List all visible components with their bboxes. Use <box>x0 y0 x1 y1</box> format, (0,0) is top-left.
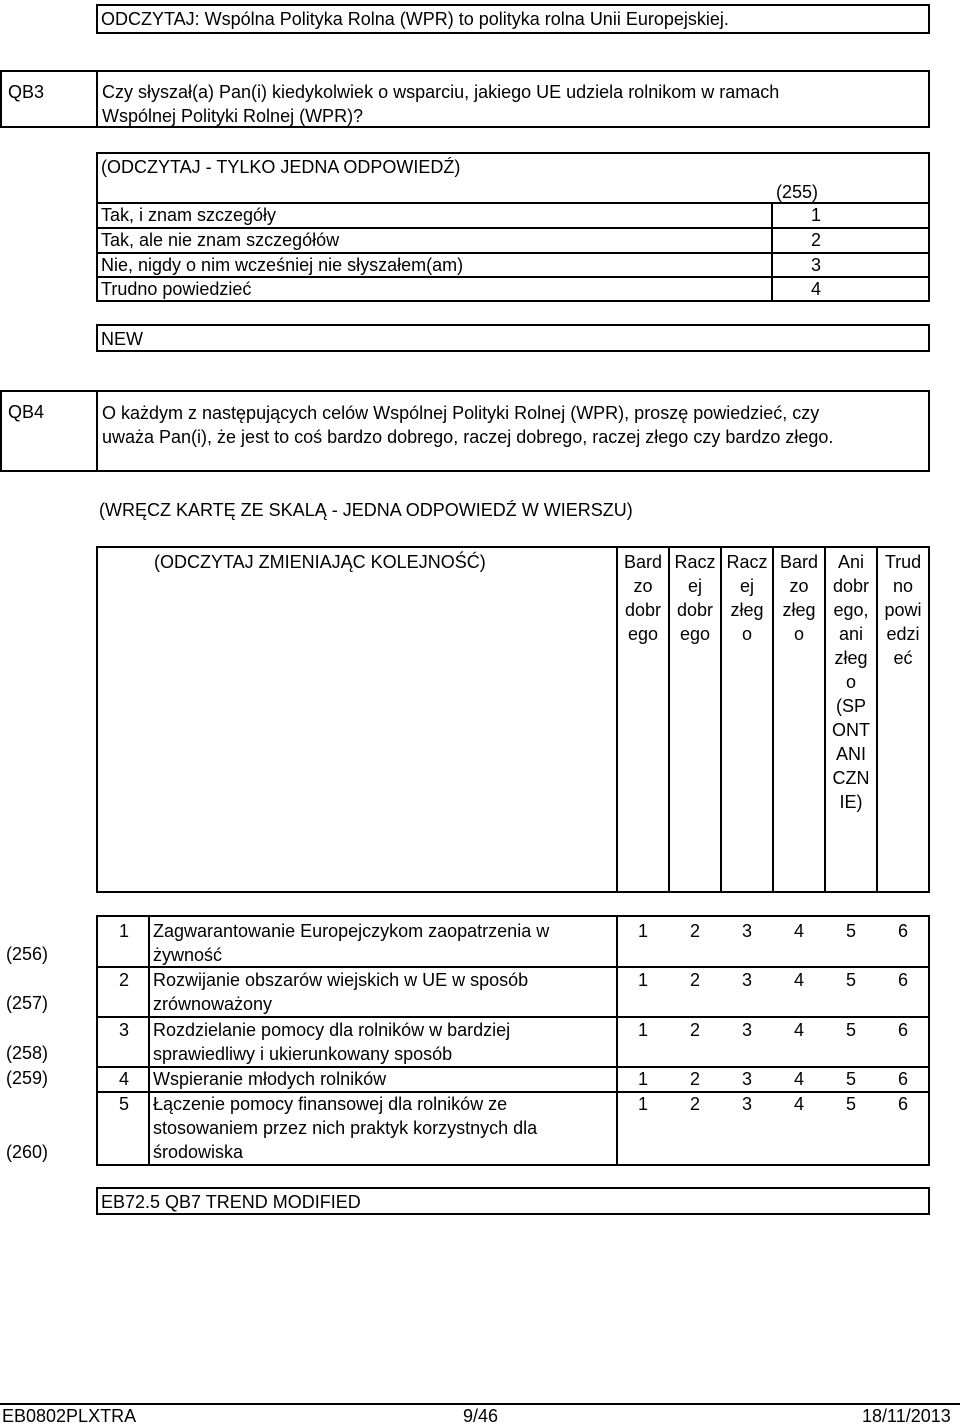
scale-option[interactable]: 2 <box>689 1020 700 1040</box>
qb3-code: QB3 <box>8 82 45 102</box>
scale-option[interactable]: 4 <box>793 1020 804 1040</box>
scale-option[interactable]: 4 <box>793 1069 804 1089</box>
item-label-line1: Rozwijanie obszarów wiejskich w UE w sposób <box>153 970 529 990</box>
item-num-col-line <box>148 917 150 1164</box>
footer-doc-id: EB0802PLXTRA <box>2 1406 137 1426</box>
scale-option[interactable]: 5 <box>845 970 856 990</box>
item-label-line2: zrównoważony <box>153 994 273 1014</box>
item-number: 2 <box>118 970 129 990</box>
scale-option[interactable]: 6 <box>897 921 908 941</box>
scale-option[interactable]: 4 <box>793 970 804 990</box>
item-code: (257) <box>6 993 49 1013</box>
qb4-question-line1: O każdym z następujących celów Wspólnej Polityki Rolnej (WPR), proszę powiedzieć, czy <box>102 403 820 423</box>
qb3-question-line2: Wspólnej Polityki Rolnej (WPR)? <box>102 106 364 126</box>
new-box <box>96 324 930 352</box>
scale-option[interactable]: 4 <box>793 1094 804 1114</box>
scale-option[interactable]: 6 <box>897 970 908 990</box>
read-out-note: ODCZYTAJ: Wspólna Polityka Rolna (WPR) to polityka rolna Unii Europejskiej. <box>101 9 729 29</box>
item-code: (258) <box>6 1043 49 1063</box>
item-label-line2: sprawiedliwy i ukierunkowany sposób <box>153 1044 453 1064</box>
scale-option[interactable]: 2 <box>689 1069 700 1089</box>
scale-option[interactable]: 1 <box>637 1094 648 1114</box>
item-code: (259) <box>6 1068 49 1088</box>
scale-header-very-bad: Bard zo złeg o <box>779 552 819 644</box>
qb4-box <box>0 390 930 472</box>
scale-option[interactable]: 2 <box>689 970 700 990</box>
scale-option[interactable]: 5 <box>845 921 856 941</box>
qb3-column-code: (255) <box>776 182 819 202</box>
scale-option[interactable]: 1 <box>637 1020 648 1040</box>
trend-note-box <box>96 1187 930 1215</box>
grid-instruction: (ODCZYTAJ ZMIENIAJĄC KOLEJNOŚĆ) <box>154 552 486 572</box>
item-number: 4 <box>118 1069 129 1089</box>
scale-option[interactable]: 3 <box>741 1094 752 1114</box>
item-label-col-line <box>616 917 618 1164</box>
item-label-line1: Wspieranie młodych rolników <box>153 1069 387 1089</box>
item-code: (260) <box>6 1142 49 1162</box>
scale-option[interactable]: 6 <box>897 1069 908 1089</box>
qb3-answer-label: Nie, nigdy o nim wcześniej nie słyszałem(am) <box>101 255 464 275</box>
qb3-instruction: (ODCZYTAJ - TYLKO JEDNA ODPOWIEDŹ) <box>101 157 461 177</box>
scale-header-dont-know: Trud no powi edzi eć <box>884 552 922 668</box>
qb4-instruction: (WRĘCZ KARTĘ ZE SKALĄ - JEDNA ODPOWIEDŹ W WIERSZU) <box>99 500 633 520</box>
item-label-line1: Łączenie pomocy finansowej dla rolników ze <box>153 1094 508 1114</box>
scale-option[interactable]: 6 <box>897 1094 908 1114</box>
item-label-line1: Rozdzielanie pomocy dla rolników w bardziej <box>153 1020 511 1040</box>
scale-option[interactable]: 3 <box>741 1069 752 1089</box>
qb3-answer-code: 2 <box>810 230 821 250</box>
qb3-answer-label: Tak, ale nie znam szczegółów <box>101 230 340 250</box>
read-out-note-box <box>96 4 930 34</box>
qb3-box <box>0 70 930 128</box>
scale-option[interactable]: 5 <box>845 1094 856 1114</box>
item-label-line1: Zagwarantowanie Europejczykom zaopatrzenia w <box>153 921 550 941</box>
items-grid <box>96 915 930 1166</box>
qb3-question-line1: Czy słyszał(a) Pan(i) kiedykolwiek o wsparciu, jakiego UE udziela rolnikom w ramach <box>102 82 780 102</box>
scale-option[interactable]: 2 <box>689 1094 700 1114</box>
scale-option[interactable]: 5 <box>845 1020 856 1040</box>
item-label-line2: żywność <box>153 945 223 965</box>
scale-option[interactable]: 4 <box>793 921 804 941</box>
qb3-divider <box>96 72 98 126</box>
item-code: (256) <box>6 944 49 964</box>
footer-page-number: 9/46 <box>463 1406 499 1426</box>
qb3-answer-label: Trudno powiedzieć <box>101 279 252 299</box>
scale-option[interactable]: 3 <box>741 1020 752 1040</box>
scale-option[interactable]: 6 <box>897 1020 908 1040</box>
scale-option[interactable]: 1 <box>637 921 648 941</box>
item-number: 3 <box>118 1020 129 1040</box>
qb4-code: QB4 <box>8 402 45 422</box>
scale-option[interactable]: 1 <box>637 970 648 990</box>
item-label-line3: środowiska <box>153 1142 244 1162</box>
qb3-answer-label: Tak, i znam szczegóły <box>101 205 277 225</box>
item-number: 5 <box>118 1094 129 1114</box>
qb4-question-line2: uważa Pan(i), że jest to coś bardzo dobrego, raczej dobrego, raczej złego czy bardzo złego. <box>102 427 834 447</box>
scale-option[interactable]: 3 <box>741 970 752 990</box>
trend-note: EB72.5 QB7 TREND MODIFIED <box>101 1192 361 1212</box>
scale-header-rather-good: Racz ej dobr ego <box>674 552 716 644</box>
scale-option[interactable]: 1 <box>637 1069 648 1089</box>
scale-header-neither: Ani dobr ego, ani złeg o (SP ONT ANI CZN IE) <box>832 552 870 812</box>
qb3-code-col-line <box>771 202 773 300</box>
scale-option[interactable]: 3 <box>741 921 752 941</box>
scale-header-box <box>96 546 930 893</box>
qb3-answer-code: 4 <box>810 279 821 299</box>
qb3-answers-box <box>96 152 930 302</box>
item-label-line2: stosowaniem przez nich praktyk korzystnych dla <box>153 1118 538 1138</box>
footer-date: 18/11/2013 <box>862 1406 951 1426</box>
scale-option[interactable]: 5 <box>845 1069 856 1089</box>
qb3-answer-code: 3 <box>810 255 821 275</box>
new-label: NEW <box>101 329 143 349</box>
scale-option[interactable]: 2 <box>689 921 700 941</box>
item-number: 1 <box>118 921 129 941</box>
qb4-divider <box>96 392 98 470</box>
qb3-answer-code: 1 <box>810 205 821 225</box>
scale-header-rather-bad: Racz ej złeg o <box>726 552 768 644</box>
scale-header-very-good: Bard zo dobr ego <box>623 552 663 644</box>
